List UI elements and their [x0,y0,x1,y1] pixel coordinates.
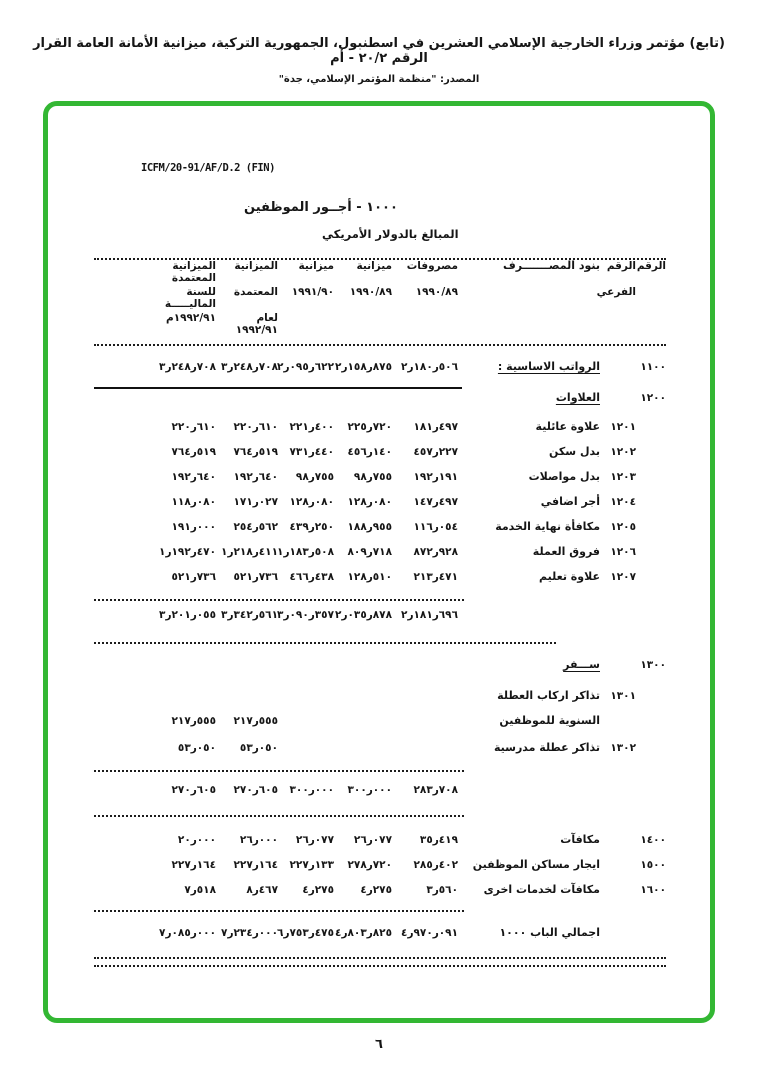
page-header-source: المصدر: "منظمة المؤتمر الإسلامي، جدة" [278,74,480,85]
table-row [94,926,666,951]
header-cell-c2: ١٩٩٠/٨٩ [349,286,392,298]
cell-value-1 [392,546,458,558]
amount-value: ٥٢١ر٧٣٦ [233,571,278,583]
cell-num: ١٤٠٠ [640,834,666,846]
cell-value-1 [392,571,458,583]
row-label: مكافآت لخدمات اخرى [483,883,600,896]
cell-value-2 [334,546,392,558]
amount-value: ١٩٢ر٦٤٠ [233,471,278,483]
cell-value-3 [278,471,334,483]
cell-num: ١٥٠٠ [640,859,666,871]
cell-value-2 [334,471,392,483]
amount-value: ٢٥٤ر٥٦٢ [233,521,278,533]
cell-value-4 [216,927,278,939]
cell-value-2 [334,859,392,871]
cell-value-4 [216,859,278,871]
amount-value: ١ر١٩٢ر٤٧٠ [159,546,216,558]
amount-value: ٦ر٧٥٣ر٤٧٥ [277,927,334,939]
amount-value: ٢٦ر٠٧٧ [353,834,392,846]
cell-value-5 [94,571,216,583]
cell-label [458,883,600,896]
cell-value-2 [334,571,392,583]
amount-value: ٢٠ر٠٠٠ [177,834,216,846]
cell-value-5 [94,361,216,373]
amount-value: ٢١٣ر٤٧١ [413,571,458,583]
cell-label [458,741,600,754]
amount-value: ٧ر٠٨٥ر٠٠٠ [159,927,216,939]
cell-num: ١١٠٠ [640,361,666,373]
currency-note: المبالغ بالدولار الأمريكي [322,227,459,241]
cell-label [458,714,600,727]
cell-value-2 [334,521,392,533]
amount-value: ٩٨ر٧٥٥ [295,471,334,483]
cell-value-5 [94,884,216,896]
amount-value: ٧٦٤ر٥١٩ [171,446,216,458]
cell-value-4 [216,571,278,583]
cell-value-4 [216,446,278,458]
cell-label [458,658,600,671]
cell-value-3 [278,859,334,871]
amount-value: ٧ر٥١٨ [184,884,216,896]
table-row-4 [94,391,666,416]
cell-value-1 [392,421,458,433]
amount-value: ٢ر١٨٠ر٥٠٦ [401,361,458,373]
cell-label [458,420,600,433]
amount-value: ٢٧٠ر٦٠٥ [233,784,278,796]
dashed-separator [94,344,666,346]
cell-value-4 [216,715,278,727]
dashed-separator [94,642,556,644]
dashed-separator [94,770,464,772]
header-cell-c5: الميزانية المعتمدة [171,260,216,285]
header-cell-c1: مصروفات [406,260,458,272]
cell-subnum: ١٣٠٢ [610,742,636,754]
cell-label [458,858,600,871]
cell-value-2 [334,784,392,796]
amount-value: ٤٣٩ر٢٥٠ [289,521,334,533]
amount-value: ١٢٨ر٠٨٠ [289,496,334,508]
cell-value-5 [94,609,216,621]
cell-value-2 [334,421,392,433]
header-cell-c4: المعتمدة [233,286,278,298]
header-cell-c1: ١٩٩٠/٨٩ [415,286,458,298]
table-row [94,741,666,766]
amount-value: ١٩١ر٠٠٠ [171,521,216,533]
cell-value-4 [216,609,278,621]
table-row [94,520,666,545]
amount-value: ٢٧٨ر٧٢٠ [347,859,392,871]
amount-value: ٧٣١ر٤٤٠ [289,446,334,458]
cell-value-2 [334,609,392,621]
amount-value: ٩٨ر٧٥٥ [353,471,392,483]
cell-subnum: ١٢٠٣ [610,471,636,483]
header-cell-c3: ميزانية [298,260,334,272]
amount-value: ١٢٨ر٠٨٠ [347,496,392,508]
cell-subnum: ١٢٠٧ [610,571,636,583]
cell-value-1 [392,884,458,896]
amount-value: ٨٠٩ر٧١٨ [347,546,392,558]
cell-value-1 [392,521,458,533]
amount-value: ٣٠٠ر٠٠٠ [347,784,392,796]
table-row [94,445,666,470]
row-label: تذاكر اركاب العطلة [497,689,600,702]
amount-value: ٢٢٠ر٦١٠ [171,421,216,433]
amount-value: ١ر٢١٨ر٤١١ [221,546,278,558]
amount-value: ٢٦ر٠٠٠ [239,834,278,846]
cell-label [458,520,600,533]
cell-value-5 [94,834,216,846]
amount-value: ٢٢٠ر٦١٠ [233,421,278,433]
table-header-line-1 [94,260,666,286]
header-cell-subnum: الرقم [606,260,636,272]
cell-value-4 [216,546,278,558]
table-row-24 [94,883,666,908]
table-row-22 [94,833,666,858]
amount-value: ٢٢١ر٤٠٠ [289,421,334,433]
cell-value-4 [216,496,278,508]
cell-subnum: ١٢٠٤ [610,496,636,508]
row-label: علاوة تعليم [539,570,600,583]
amount-value: ٤ر٢٧٥ [302,884,334,896]
amount-value: ١٩٢ر١٩١ [413,471,458,483]
amount-value: ٣٠٠ر٠٠٠ [289,784,334,796]
cell-value-1 [392,927,458,939]
cell-value-5 [94,521,216,533]
amount-value: ٣ر٠٩٠ر٣٥٧ [277,609,334,621]
values-underline [94,387,462,389]
cell-value-2 [334,927,392,939]
header-cell-c3: ١٩٩١/٩٠ [291,286,334,298]
cell-value-2 [334,496,392,508]
amount-value: ٢ر٠٩٥ر٦٢٢ [277,361,334,373]
table-row [94,570,666,595]
amount-value: ١١٨ر٠٨٠ [171,496,216,508]
table-header-line-2 [94,286,666,312]
amount-value: ١٨١ر٤٩٧ [413,421,458,433]
amount-value: ٣ر٥٦٠ [426,884,458,896]
cell-label [458,689,600,702]
header-cell-num: الرقم [636,260,666,272]
amount-value: ١٧١ر٠٢٧ [233,496,278,508]
header-cell-items: بنود المصـــــــرف [502,259,600,272]
cell-label [458,495,600,508]
cell-value-2 [334,834,392,846]
amount-value: ٣ر٣٤٢ر٥٦١ [221,609,278,621]
row-label: اجمالي الباب ١٠٠٠ [499,926,600,939]
amount-value: ٥٣ر٠٥٠ [239,742,278,754]
table-row [94,545,666,570]
amount-value: ٤ر٢٧٥ [360,884,392,896]
cell-value-5 [94,742,216,754]
amount-value: ٤ر٨٠٣ر٨٢٥ [335,927,392,939]
cell-value-3 [278,446,334,458]
cell-label [458,833,600,846]
cell-value-3 [278,784,334,796]
page-number: ٦ [375,1037,383,1052]
amount-value: ٢١٧ر٥٥٥ [233,715,278,727]
row-label: فروق العملة [532,545,600,558]
cell-value-1 [392,834,458,846]
amount-value: ٤٦٦ر٤٣٨ [289,571,334,583]
cell-value-4 [216,521,278,533]
cell-value-1 [392,859,458,871]
row-label: علاوة عائلية [535,420,600,433]
cell-value-1 [392,784,458,796]
cell-value-4 [216,834,278,846]
amount-value: ٢٢٧ر١٦٤ [171,859,216,871]
double-dashed-separator [94,957,666,967]
dashed-separator [94,815,464,817]
document-code: ICFM/20-91/AF/D.2 (FIN) [141,162,275,174]
header-cell-c5: للسنة الماليـــــة [164,286,216,311]
cell-value-5 [94,496,216,508]
amount-value: ٢٢٥ر٧٢٠ [347,421,392,433]
cell-subnum: ١٢٠٥ [610,521,636,533]
amount-value: ٤ر٩٧٠ر٠٩١ [401,927,458,939]
cell-label [458,470,600,483]
cell-value-5 [94,546,216,558]
amount-value: ٢ر١٥٨ر٨٧٥ [335,361,392,373]
table-row-3 [94,360,666,385]
table-header-line-3 [94,312,666,338]
cell-value-5 [94,784,216,796]
amount-value: ٣٥ر٤١٩ [419,834,458,846]
amount-value: ١٩٢ر٦٤٠ [171,471,216,483]
cell-value-3 [278,361,334,373]
amount-value: ٣ر٢٠١ر٠٥٥ [159,609,216,621]
cell-value-2 [334,446,392,458]
header-cell-c2: ميزانية [356,260,392,272]
cell-value-4 [216,742,278,754]
document-title: ١٠٠٠ - أجــور الموظفين [244,200,398,215]
cell-value-3 [278,927,334,939]
amount-value: ١١٦ر٠٥٤ [413,521,458,533]
amount-value: ٢٦ر٠٧٧ [295,834,334,846]
cell-label [458,445,600,458]
cell-subnum: ١٣٠١ [610,690,636,702]
amount-value: ٢ر١٨١ر٦٩٦ [401,609,458,621]
document-frame [43,101,715,1023]
amount-value: ٣ر٢٤٨ر٧٠٨ [159,361,216,373]
amount-value: ١٤٧ر٤٩٧ [413,496,458,508]
cell-value-3 [278,609,334,621]
table-row [94,420,666,445]
row-label: السنوية للموظفين [499,714,600,727]
page-header [19,0,739,85]
cell-subnum: ١٢٠٦ [610,546,636,558]
header-cell-subnum: الفرعي [596,286,636,298]
cell-value-4 [216,884,278,896]
cell-value-3 [278,834,334,846]
cell-label [458,545,600,558]
cell-value-1 [392,471,458,483]
cell-value-3 [278,546,334,558]
cell-value-1 [392,609,458,621]
amount-value: ٥٣ر٠٥٠ [177,742,216,754]
header-cell-c5: ١٩٩٢/٩١م [166,312,216,324]
cell-value-1 [392,496,458,508]
cell-value-3 [278,421,334,433]
page-header-title: (تابع) مؤتمر وزراء الخارجية الإسلامي العشرين في اسطنبول، الجمهورية التركية، ميزانية الأمانة العامة القرار الرقم ٢٠/٢ - أم [33,36,725,66]
amount-value: ٢ر٠٣٥ر٨٧٨ [335,609,392,621]
cell-value-5 [94,927,216,939]
amount-value: ٤٥٧ر٢٢٧ [413,446,458,458]
row-label: الرواتب الاساسية : [497,360,600,373]
amount-value: ٤٥٦ر١٤٠ [347,446,392,458]
cell-value-4 [216,784,278,796]
cell-value-2 [334,361,392,373]
amount-value: ٢١٧ر٥٥٥ [171,715,216,727]
row-label: بدل مواصلات [528,470,600,483]
row-label: مكافآت [560,833,600,846]
amount-value: ٧ر٢٣٤ر٠٠٠ [221,927,278,939]
amount-value: ٣ر٢٤٨ر٧٠٨ [221,361,278,373]
cell-label [458,926,600,939]
amount-value: ٧٦٤ر٥١٩ [233,446,278,458]
table-row-23 [94,858,666,883]
amount-value: ٢٨٥ر٤٠٢ [413,859,458,871]
table-row [94,714,666,739]
row-label: العلاوات [555,391,600,404]
amount-value: ٢٢٧ر١٦٤ [233,859,278,871]
document-page [94,162,666,967]
amount-value: ١٨٨ر٩٥٥ [347,521,392,533]
amount-value: ٢٧٠ر٦٠٥ [171,784,216,796]
budget-table [94,258,666,967]
cell-label [458,360,600,373]
amount-value: ٢٨٣ر٧٠٨ [413,784,458,796]
row-label: بدل سكن [549,445,600,458]
amount-value: ٨ر٤٦٧ [246,884,278,896]
cell-value-3 [278,496,334,508]
amount-value: ١ر١٨٣ر٥٠٨ [277,546,334,558]
cell-num: ١٣٠٠ [640,659,666,671]
cell-value-5 [94,471,216,483]
cell-value-2 [334,884,392,896]
cell-value-4 [216,421,278,433]
table-row [94,689,666,714]
header-cell-c4: الميزانية [234,260,278,272]
cell-value-1 [392,446,458,458]
cell-subnum: ١٢٠٢ [610,446,636,458]
table-row [94,470,666,495]
table-row [94,495,666,520]
dashed-separator [94,910,464,912]
cell-value-3 [278,884,334,896]
header-cell-c4: لعام ١٩٩٢/٩١ [235,312,278,337]
amount-value: ١٢٨ر٥١٠ [347,571,392,583]
dashed-separator [94,599,464,601]
cell-subnum: ١٢٠١ [610,421,636,433]
amount-value: ٨٧٢ر٩٢٨ [413,546,458,558]
cell-value-4 [216,471,278,483]
cell-value-1 [392,361,458,373]
cell-num: ١٢٠٠ [640,392,666,404]
row-label: ســـفر [563,658,600,671]
table-row [94,609,666,634]
cell-value-3 [278,571,334,583]
cell-label [458,570,600,583]
cell-value-4 [216,361,278,373]
cell-value-5 [94,421,216,433]
cell-value-5 [94,859,216,871]
row-label: مكافأة نهاية الخدمة [495,520,600,533]
cell-value-5 [94,715,216,727]
cell-value-5 [94,446,216,458]
cell-num: ١٦٠٠ [640,884,666,896]
row-label: تذاكر عطلة مدرسية [493,741,600,754]
amount-value: ٥٢١ر٧٣٦ [171,571,216,583]
cell-label [458,391,600,404]
cell-value-3 [278,521,334,533]
row-label: ايجار مساكن الموظفين [472,858,600,871]
table-row [94,784,666,809]
amount-value: ٢٢٧ر١٣٣ [289,859,334,871]
row-label: أجر اضافي [540,495,600,508]
table-row-15 [94,658,666,683]
